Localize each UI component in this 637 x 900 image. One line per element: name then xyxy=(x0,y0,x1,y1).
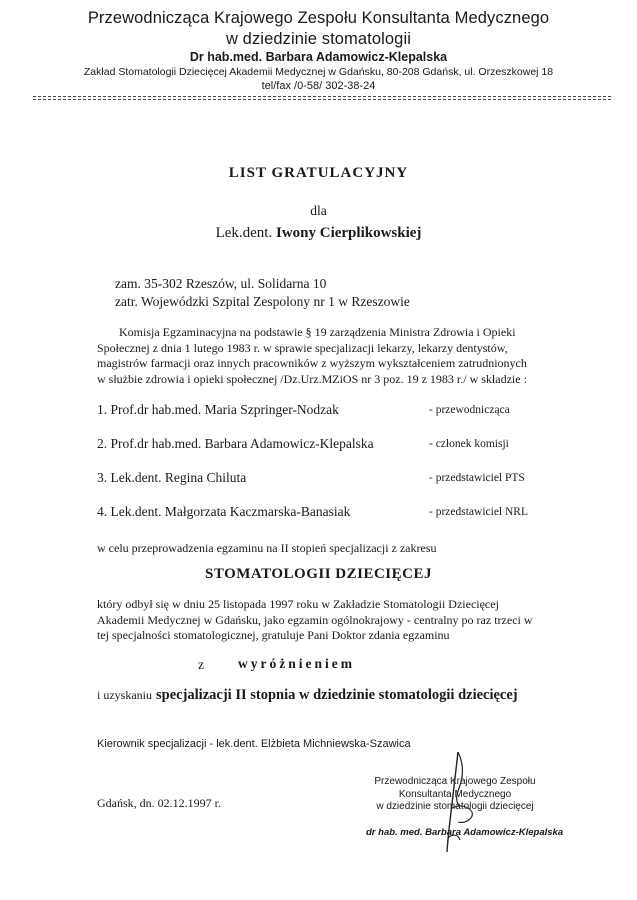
employment-label: zatr. xyxy=(115,294,138,309)
exam-line: Akademii Medycznej w Gdańsku, jako egzamin ogólnokrajowy - centralny po raz trzeci w xyxy=(97,612,533,627)
stamp-line-1: Przewodnicząca Krajowego Zespołu xyxy=(374,776,536,787)
committee-role: - przedstawiciel NRL xyxy=(429,506,528,518)
residence-label: zam. xyxy=(115,276,141,291)
intro-line: Społecznej z dnia 1 lutego 1983 r. w sprawie specjalizacji lekarzy, lekarzy dentystów, xyxy=(97,340,508,355)
letterhead-address: Zakład Stomatologii Dziecięcej Akademii Medycznej w Gdańsku, 80-208 Gdańsk, ul. Orzeszkowej 18 xyxy=(83,66,554,78)
outcome-line xyxy=(97,686,518,704)
exam-paragraph xyxy=(97,597,567,644)
outcome-specialization: specjalizacji II stopnia w dziedzinie stomatologii dziecięcej xyxy=(156,687,518,703)
intro-line: w służbie zdrowia i opieki społecznej /Dz.Urz.MZiOS nr 3 poz. 19 z 1983 r./ w składzie : xyxy=(97,371,527,386)
intro-line: magistrów farmacji oraz innych pracowników z wyższym wykształceniem zatrudnionych xyxy=(97,356,527,370)
exam-line: tej specjalności stomatologicznej, gratuluje Pani Doktor zdania egzaminu xyxy=(97,628,450,642)
committee-member-2 xyxy=(97,436,374,452)
letterhead-line-1: Przewodnicząca Krajowego Zespołu Konsultanta Medycznego xyxy=(87,9,550,27)
header-divider-bottom xyxy=(33,99,611,100)
specialty-heading: STOMATOLOGII DZIECIĘCEJ xyxy=(205,566,432,582)
committee-member-4 xyxy=(97,504,350,520)
committee-name: Lek.dent. Małgorzata Kaczmarska-Banasiak xyxy=(110,504,351,519)
intro-paragraph xyxy=(97,325,567,387)
stamp-signer-name: dr hab. med. Barbara Adamowicz-Klepalska xyxy=(366,827,564,838)
distinction-text: wyróżnieniem xyxy=(238,656,355,671)
letterhead-author: Dr hab.med. Barbara Adamowicz-Klepalska xyxy=(189,50,448,64)
employment-row xyxy=(115,294,410,310)
committee-role: - przedstawiciel PTS xyxy=(429,472,525,484)
supervisor-line: Kierownik specjalizacji - lek.dent. Elżbieta Michniewska-Szawica xyxy=(97,738,411,750)
committee-name: Lek.dent. Regina Chiluta xyxy=(110,470,247,485)
exam-line: który odbył się w dniu 25 listopada 1997 roku w Zakładzie Stomatologii Dziecięcej xyxy=(97,597,499,611)
recipient-name: Iwony Cierplikowskiej xyxy=(275,225,422,241)
committee-role: - członek komisji xyxy=(429,438,509,450)
committee-number: 3. xyxy=(97,470,108,485)
committee-name: Prof.dr hab.med. Barbara Adamowicz-Klepalska xyxy=(110,436,374,451)
stamp-line-2: Konsultanta Medycznego xyxy=(398,788,512,800)
committee-member-1 xyxy=(97,402,339,418)
header-divider-top xyxy=(33,96,611,97)
committee-name: Prof.dr hab.med. Maria Szpringer-Nodzak xyxy=(110,402,339,417)
residence-value: 35-302 Rzeszów, ul. Solidarna 10 xyxy=(144,276,327,291)
committee-member-3 xyxy=(97,470,246,486)
letter-title: LIST GRATULACYJNY xyxy=(228,165,409,181)
recipient-dla: dla xyxy=(310,203,327,218)
residence-row xyxy=(115,276,326,292)
recipient-line xyxy=(0,225,637,242)
handwritten-signature xyxy=(430,748,490,860)
letterhead-line-2: w dziedzinie stomatologii xyxy=(225,30,411,48)
committee-number: 2. xyxy=(97,436,108,451)
exam-purpose: w celu przeprowadzenia egzaminu na II stopień specjalizacji z zakresu xyxy=(97,541,437,555)
committee-number: 4. xyxy=(97,504,108,519)
distinction-z: z xyxy=(198,657,204,672)
intro-line: Komisja Egzaminacyjna na podstawie § 19 zarządzenia Ministra Zdrowia i Opieki xyxy=(119,325,516,339)
outcome-prefix: i uzyskaniu xyxy=(97,688,152,702)
committee-role: - przewodnicząca xyxy=(429,404,510,416)
place-date: Gdańsk, dn. 02.12.1997 r. xyxy=(97,796,221,810)
committee-number: 1. xyxy=(97,402,108,417)
stamp-line-3: w dziedzinie stomatologii dziecięcej xyxy=(376,801,534,812)
recipient-prefix: Lek.dent. xyxy=(215,225,273,241)
letterhead-phone: tel/fax /0-58/ 302-38-24 xyxy=(261,80,376,92)
employment-value: Wojewódzki Szpital Zespolony nr 1 w Rzeszowie xyxy=(141,294,410,309)
